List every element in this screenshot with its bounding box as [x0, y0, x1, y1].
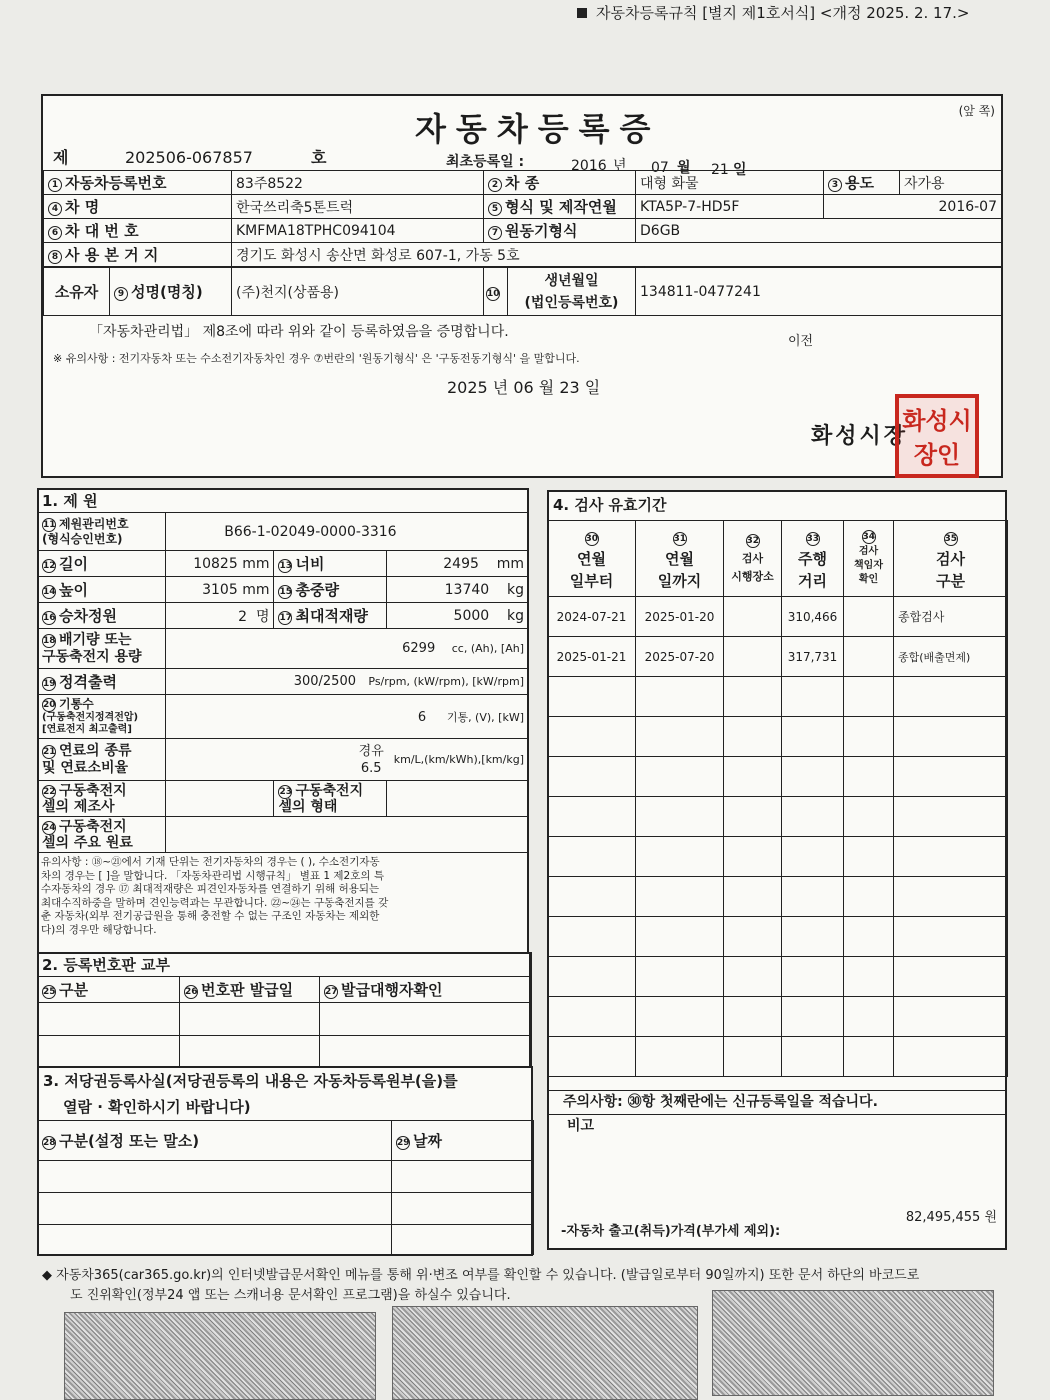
num-10: 10	[487, 289, 500, 299]
plate-cell	[38, 1036, 180, 1069]
spec-notice: 유의사항 : ⑱~㉑에서 기재 단위는 전기자동차의 경우는 ( ), 수소전기자동 차의 경우는 [ ]을 말합니다. 「자동차관리법 시행규칙」 별표 1 제2호의 특 수자동차의 경우 ⑰ 최대적재량은 피견인자동차를 연결하기 위해 허용되는 최대수직하중을 말하며 견인능력과는 무관합니다. ㉒~㉔는 구동축전지를 갖 춘 자동차(외부 전기공급원을 통해 충전할 수 없는 구조인 자동차는 제외한 다)의 경우만 해당합니다.	[41, 856, 389, 936]
plate-cell	[180, 1003, 320, 1036]
insp-row-from: 2024-07-21	[548, 597, 636, 637]
model-value: KTA5P-7-HD5F	[636, 195, 824, 219]
bat-maker-label: 22 구동축전지 셀의 제조사	[38, 781, 166, 817]
plate-col-agent: 27 발급대행자확인	[320, 977, 532, 1003]
cyl-value: 6 기통, (V), [kW]	[166, 695, 529, 739]
cert-number: 202506-067857	[125, 148, 253, 167]
insp-header-km: 33 주행 거리	[782, 521, 844, 597]
lien-cell	[392, 1193, 534, 1225]
plate-cell	[38, 1003, 180, 1036]
day-label: 일	[733, 162, 747, 178]
owner-name-value: (주)천지(상품용)	[232, 268, 484, 316]
insp-header-from: 30 연월 일부터	[548, 521, 636, 597]
certificate-main	[41, 94, 1003, 478]
first-reg-day: 21	[711, 162, 729, 178]
birth-value: 134811-0477241	[636, 268, 1002, 316]
vin-label: 6 차 대 번 호	[44, 219, 232, 243]
first-reg-year: 2016	[571, 158, 607, 174]
made-value: 2016-07	[824, 195, 1002, 219]
insp-row	[548, 597, 1008, 637]
birth-label: 생년월일 (법인등록번호)	[508, 268, 636, 316]
width-label: 13 너비	[274, 551, 386, 577]
first-reg-label: 최초등록일 :	[446, 154, 525, 170]
owner-name-label: 9 성명(명칭)	[110, 268, 232, 316]
bat-shape-value	[386, 781, 528, 817]
type-label: 2 차 종	[484, 171, 636, 195]
use-value: 자가용	[900, 171, 1002, 195]
footer-line-2: 도 진위확인(정부24 앱 또는 스캐너용 문서확인 프로그램)을 하실수 있습니다.	[70, 1288, 511, 1303]
seal-line-2: 장인	[913, 441, 961, 469]
disp-value: 6299 cc, (Ah), [Ah]	[166, 629, 529, 669]
model-label: 5 형식 및 제작연월	[484, 195, 636, 219]
seats-label: 16 승차정원	[38, 603, 166, 629]
weight-value: 13740 kg	[386, 577, 528, 603]
engine-label: 7 원동기형식	[484, 219, 636, 243]
base-value: 경기도 화성시 송산면 화성로 607-1, 가동 5호	[232, 243, 1002, 267]
height-label: 14 높이	[38, 577, 166, 603]
load-value: 5000 kg	[386, 603, 528, 629]
lien-section	[37, 1066, 533, 1256]
length-value: 10825 mm	[166, 551, 274, 577]
base-label: 8 사 용 본 거 지	[44, 243, 232, 267]
use-label: 3 용도	[824, 171, 900, 195]
square-icon	[577, 8, 587, 18]
plate-col-kind: 25 구분	[38, 977, 180, 1003]
insp-row-from: 2025-01-21	[548, 637, 636, 677]
width-value: 2495 mm	[386, 551, 528, 577]
year-label: 년	[613, 158, 627, 174]
insp-row-to: 2025-01-20	[636, 597, 724, 637]
issuer-name: 화성시장	[811, 424, 909, 449]
cert-suffix: 호	[311, 148, 327, 167]
height-value: 3105 mm	[166, 577, 274, 603]
insp-row-kind: 종합(배출면제)	[894, 637, 1008, 677]
spec-section	[37, 488, 529, 954]
bat-shape-label: 23 구동축전지 셀의 형태	[274, 781, 386, 817]
mgmt-value: B66-1-02049-0000-3316	[166, 513, 529, 551]
lien-cell	[38, 1225, 392, 1255]
price-label: -자동차 출고(취득)가격(부가세 제외):	[561, 1224, 781, 1239]
barcode-left	[64, 1312, 376, 1400]
inspection-section	[547, 490, 1007, 1250]
fuel-efficiency: 6.5	[360, 760, 382, 776]
cert-prefix: 제	[53, 148, 69, 167]
plate-cell	[320, 1036, 532, 1069]
front-side-label: (앞 쪽)	[958, 104, 995, 118]
lien-cell	[38, 1161, 392, 1193]
barcode-right	[712, 1290, 994, 1396]
name-label: 4 차 명	[44, 195, 232, 219]
insp-header-kind: 35 검사 구분	[894, 521, 1008, 597]
insp-row-to: 2025-07-20	[636, 637, 724, 677]
insp-header-place: 32 검사 시행장소	[724, 521, 782, 597]
load-label: 17 최대적재량	[274, 603, 386, 629]
footer-line-1: ◆ 자동차365(car365.go.kr)의 인터넷발급문서확인 메뉴를 통해 위·변조 여부를 확인할 수 있습니다. (발급일로부터 90일까지) 또한 문서 하단의 바코드로	[42, 1268, 920, 1283]
plate-section	[37, 952, 531, 1068]
engine-value: D6GB	[636, 219, 1002, 243]
insp-header-to: 31 연월 일까지	[636, 521, 724, 597]
seats-value: 2 명	[166, 603, 274, 629]
seal-line-1: 화성시	[902, 407, 972, 435]
mgmt-label: 11 제원관리번호 (형식승인번호)	[38, 513, 166, 551]
insp-header-row	[548, 521, 1008, 597]
plate-title: 2. 등록번호판 교부	[38, 953, 532, 977]
certify-text: 「자동차관리법」 제8조에 따라 위와 같이 등록하였음을 증명합니다.	[89, 324, 509, 340]
name-value: 한국쓰리축5톤트럭	[232, 195, 484, 219]
insp-row-km: 310,466	[782, 597, 844, 637]
bat-material-value	[166, 817, 529, 853]
type-value: 대형 화물	[636, 171, 824, 195]
fuel-value	[166, 739, 529, 781]
vin-value: KMFMA18TPHC094104	[232, 219, 484, 243]
owner-label: 소유자	[44, 268, 110, 316]
power-label: 19 정격출력	[38, 669, 166, 695]
plate-cell	[320, 1003, 532, 1036]
reg-no-label: 1 자동차등록번호	[44, 171, 232, 195]
notice-top: ※ 유의사항 : 전기자동차 또는 수소전기자동차인 경우 ⑦번란의 '원동기형식' 은 '구동전동기형식' 을 말합니다.	[53, 352, 580, 365]
first-reg-month: 07	[651, 160, 669, 176]
month-label: 월	[677, 160, 691, 176]
insp-title: 4. 검사 유효기간	[553, 496, 667, 514]
insp-header-check: 34 검사 책임자 확인	[844, 521, 894, 597]
plate-cell	[180, 1036, 320, 1069]
insp-row-km: 317,731	[782, 637, 844, 677]
issue-date: 2025 년 06 월 23 일	[447, 378, 601, 397]
reg-no-value: 83주8522	[232, 171, 484, 195]
insp-row-check	[844, 597, 894, 637]
cyl-label: 20 기통수 (구동축전지정격전압) [연료전지 최고출력]	[38, 695, 166, 739]
insp-row-place	[724, 597, 782, 637]
barcode-middle	[392, 1306, 698, 1400]
weight-label: 15 총중량	[274, 577, 386, 603]
lien-title-1: 3. 저당권등록사실(저당권등록의 내용은 자동차등록원부(을)를	[43, 1072, 458, 1090]
spec-title: 1. 제 원	[38, 489, 529, 513]
bat-maker-value	[166, 781, 274, 817]
power-value: 300/2500 Ps/rpm, (kW/rpm), [kW/rpm]	[166, 669, 529, 695]
insp-notice: 주의사항: ㉚항 첫째란에는 신규등록일을 적습니다.	[563, 1094, 878, 1110]
inspection-table	[547, 520, 1008, 1077]
lien-title-2: 열람 · 확인하시기 바랍니다)	[63, 1098, 251, 1116]
document-title: 자동차등록증	[415, 110, 661, 148]
price-value: 82,495,455 원	[905, 1210, 997, 1225]
remark-label: 비고	[567, 1118, 595, 1134]
registration-fields	[43, 170, 1001, 316]
insp-row-check	[844, 637, 894, 677]
length-label: 12 길이	[38, 551, 166, 577]
insp-row-kind: 종합검사	[894, 597, 1008, 637]
regulation-header: 자동차등록규칙 [별지 제1호서식] <개정 2025. 2. 17.>	[596, 4, 970, 22]
fuel-label: 21 연료의 종류 및 연료소비율	[38, 739, 166, 781]
lien-cell	[392, 1225, 534, 1255]
lien-col-kind: 28 구분(설정 또는 말소)	[38, 1121, 392, 1161]
fuel-type: 경유	[358, 743, 384, 759]
insp-row	[548, 637, 1008, 677]
insp-row-place	[724, 637, 782, 677]
lien-col-date: 29 날짜	[392, 1121, 534, 1161]
lien-cell	[392, 1161, 534, 1193]
lien-cell	[38, 1193, 392, 1225]
plate-col-date: 26 번호판 발급일	[180, 977, 320, 1003]
fuel-unit: km/L,(km/kWh),[km/kg]	[393, 753, 524, 766]
disp-label: 18 배기량 또는 구동축전지 용량	[38, 629, 166, 669]
official-seal-icon	[895, 394, 979, 478]
bat-material-label: 24 구동축전지 셀의 주요 원료	[38, 817, 166, 853]
moved-label: 이전	[788, 334, 814, 349]
